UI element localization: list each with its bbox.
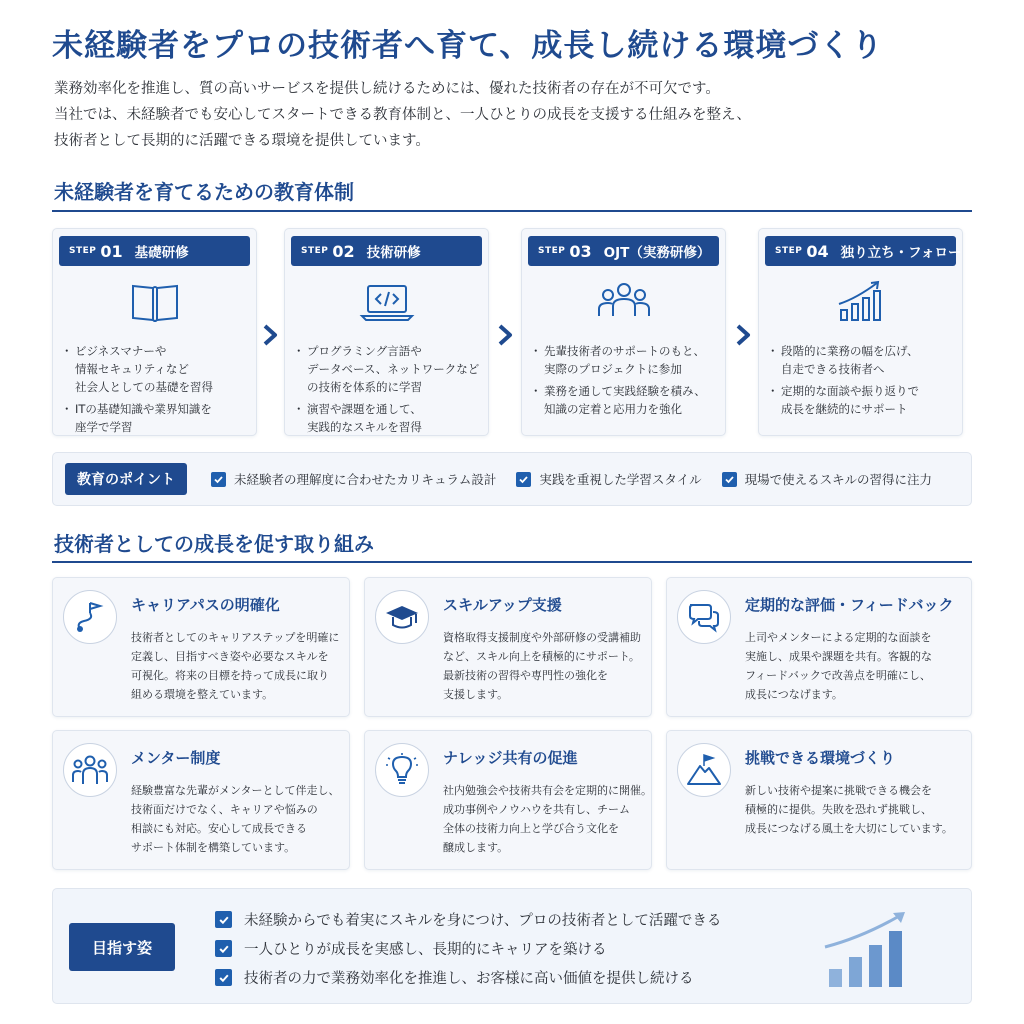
step-header — [528, 236, 719, 266]
step-card-3 — [521, 228, 726, 436]
intro-line: 当社では、未経験者でも安心してスタートできる教育体制と、一人ひとりの成長を支援する仕組みを整え、 — [54, 107, 751, 123]
initiative-card — [364, 577, 652, 717]
goal-list — [215, 905, 721, 992]
point-item — [211, 470, 496, 488]
chevron-right-icon — [261, 324, 279, 346]
step-list — [297, 342, 480, 436]
intro-text — [54, 76, 974, 154]
step-keyword: STEP — [69, 246, 97, 256]
step-list-item: ・ 業務を通して実践経験を積み、 知識の定着と応用力を強化 — [534, 382, 717, 418]
mentor-icon — [63, 743, 117, 797]
section-divider — [52, 561, 972, 563]
career-path-icon — [63, 590, 117, 644]
initiative-card — [52, 730, 350, 870]
book-icon — [127, 278, 183, 326]
card-title: スキルアップ支援 — [443, 596, 562, 614]
goal-label: 目指す姿 — [69, 923, 175, 971]
step-name: OJT（実務研修） — [603, 245, 711, 261]
step-list — [65, 342, 248, 436]
card-title: メンター制度 — [131, 749, 221, 767]
step-list-item: ・ 演習や課題を通して、 実践的なスキルを習得 — [297, 400, 480, 436]
step-list-item: ・ 定期的な面談や振り返りで 成長を継続的にサポート — [771, 382, 954, 418]
step-list-item: ・ ビジネスマナーや 情報セキュリティなど 社会人としての基礎を習得 — [65, 342, 248, 396]
point-item — [516, 470, 701, 488]
lightbulb-icon — [375, 743, 429, 797]
card-body: 資格取得支援制度や外部研修の受講補助 など、スキル向上を積極的にサポート。 最新技術の習得や専門性の強化を 支援します。 — [443, 631, 641, 701]
page-title: 未経験者をプロの技術者へ育て、成長し続ける環境づくり — [52, 28, 884, 64]
initiative-card — [52, 577, 350, 717]
point-text: 実践を重視した学習スタイル — [539, 472, 702, 487]
intro-line: 技術者として長期的に活躍できる環境を提供しています。 — [54, 133, 430, 149]
chevron-right-icon — [734, 324, 752, 346]
step-number: 02 — [332, 241, 355, 261]
goal-box — [52, 888, 972, 1004]
step-list — [534, 342, 717, 418]
initiative-card — [364, 730, 652, 870]
checkbox-checked-icon — [215, 940, 232, 957]
rising-bars-icon — [823, 907, 919, 989]
education-points-bar — [52, 452, 972, 506]
card-title: 挑戦できる環境づくり — [745, 749, 896, 767]
goal-item — [215, 934, 721, 963]
step-list-item: ・ 先輩技術者のサポートのもと、 実際のプロジェクトに参加 — [534, 342, 717, 378]
step-card-2 — [284, 228, 489, 436]
initiative-card — [666, 577, 972, 717]
card-body: 技術者としてのキャリアステップを明確に 定義し、目指すべき姿や必要なスキルを 可視化。将来の目標を持って成長に取り 組める環境を整えています。 — [131, 631, 340, 701]
goal-item — [215, 963, 721, 992]
step-header — [291, 236, 482, 266]
education-steps — [52, 228, 972, 438]
card-body: 新しい技術や提案に挑戦できる機会を 積極的に提供。失敗を恐れず挑戦し、 成長につなげる風土を大切にしています。 — [745, 784, 953, 835]
education-section-title: 未経験者を育てるための教育体制 — [54, 180, 354, 204]
step-number: 03 — [569, 241, 592, 261]
card-body: 社内勉強会や技術共有会を定期的に開催。 成功事例やノウハウを共有し、チーム 全体の技術力向上と学び合う文化を 醸成します。 — [443, 784, 652, 854]
growth-section-title: 技術者としての成長を促す取り組み — [54, 532, 374, 556]
step-name: 基礎研修 — [134, 245, 189, 261]
goal-item — [215, 905, 721, 934]
chevron-right-icon — [496, 324, 514, 346]
card-body: 上司やメンターによる定期的な面談を 実施し、成果や課題を共有。客観的な フィードバックで改善点を明確にし、 成長につなげます。 — [745, 631, 932, 701]
checkbox-checked-icon — [215, 969, 232, 986]
goal-text: 未経験からでも着実にスキルを身につけ、プロの技術者として活躍できる — [244, 913, 722, 929]
card-body: 経験豊富な先輩がメンターとして伴走し、 技術面だけでなく、キャリアや悩みの 相談にも対応。安心して成長できる サポート体制を構築しています。 — [131, 784, 340, 854]
step-keyword: STEP — [538, 246, 566, 256]
step-keyword: STEP — [301, 246, 329, 256]
card-title: キャリアパスの明確化 — [131, 596, 280, 614]
step-number: 01 — [100, 241, 123, 261]
step-header — [59, 236, 250, 266]
points-label: 教育のポイント — [65, 463, 187, 495]
goal-text: 技術者の力で業務効率化を推進し、お客様に高い価値を提供し続ける — [244, 971, 694, 987]
checkbox-checked-icon — [516, 472, 531, 487]
goal-text: 一人ひとりが成長を実感し、長期的にキャリアを築ける — [244, 942, 607, 958]
mountain-flag-icon — [677, 743, 731, 797]
graduation-cap-icon — [375, 590, 429, 644]
point-item — [722, 470, 932, 488]
step-list-item: ・ プログラミング言語や データベース、ネットワークなど の技術を体系的に学習 — [297, 342, 480, 396]
step-name: 技術研修 — [366, 245, 421, 261]
checkbox-checked-icon — [211, 472, 226, 487]
checkbox-checked-icon — [722, 472, 737, 487]
growth-chart-icon — [833, 278, 889, 326]
team-icon — [596, 278, 652, 326]
step-list-item: ・ ITの基礎知識や業界知識を 座学で学習 — [65, 400, 248, 436]
step-list-item: ・ 段階的に業務の幅を広げ、 自走できる技術者へ — [771, 342, 954, 378]
intro-line: 業務効率化を推進し、質の高いサービスを提供し続けるためには、優れた技術者の存在が不可欠です。 — [54, 81, 720, 97]
step-card-1 — [52, 228, 257, 436]
card-title: ナレッジ共有の促進 — [443, 749, 578, 767]
step-list — [771, 342, 954, 418]
point-text: 未経験者の理解度に合わせたカリキュラム設計 — [234, 472, 497, 487]
step-keyword: STEP — [775, 246, 803, 256]
chat-bubbles-icon — [677, 590, 731, 644]
step-card-4 — [758, 228, 963, 436]
checkbox-checked-icon — [215, 911, 232, 928]
point-text: 現場で使えるスキルの習得に注力 — [744, 472, 933, 487]
section-divider — [52, 210, 972, 212]
initiative-card — [666, 730, 972, 870]
step-number: 04 — [806, 241, 829, 261]
laptop-code-icon — [359, 278, 415, 326]
step-name: 独り立ち・フォロー — [840, 245, 962, 261]
step-header — [765, 236, 962, 266]
card-title: 定期的な評価・フィードバック — [745, 596, 954, 614]
